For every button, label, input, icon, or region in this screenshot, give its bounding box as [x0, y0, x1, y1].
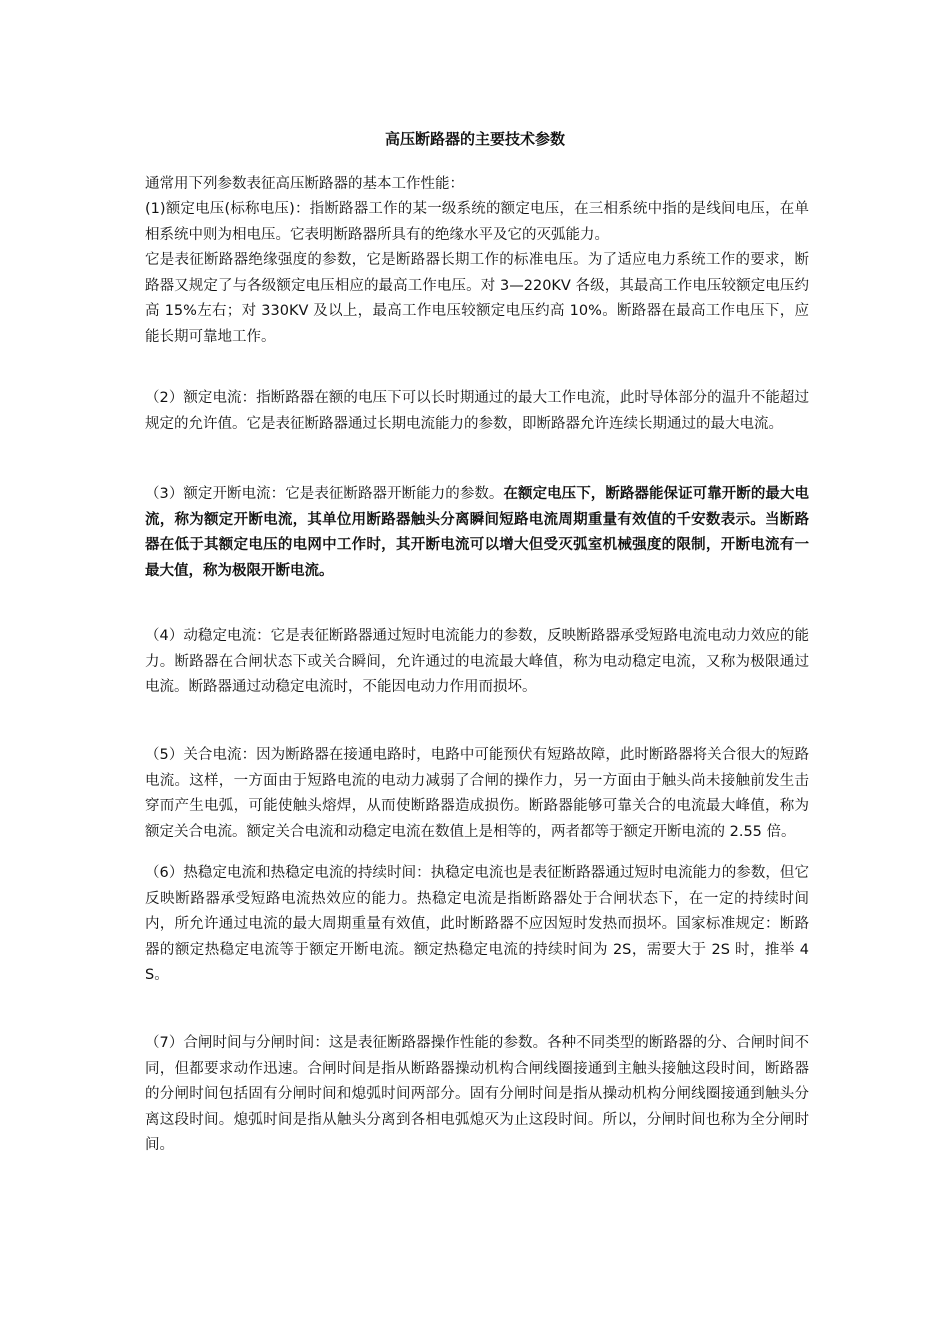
dynamic-stable-current-paragraph: （4）动稳定电流：它是表征断路器通过短时电流能力的参数，反映断路器承受短路电流电动力效应的能力。断路器在合闸状态下或关合瞬间，允许通过的电流最大峰值，称为电动稳定电流，又称为极限通过电流。断路器通过动稳定电流时，不能因电动力作用而损坏。 — [145, 628, 809, 695]
rated-breaking-current-paragraph — [145, 482, 809, 584]
making-current-paragraph: （5）关合电流：因为断路器在接通电路时，电路中可能预伏有短路故障，此时断路器将关合很大的短路电流。这样，一方面由于短路电流的电动力减弱了合闸的操作力，另一方面由于触头尚未接触前发生击穿而产生电弧，可能使触头熔焊，从而使断路器造成损伤。断路器能够可靠关合的电流最大峰值，称为额定关合电流。额定关合电流和动稳定电流在数值上是相等的，两者都等于额定开断电流的 2.55 倍。 — [145, 747, 809, 840]
thermal-stable-current-paragraph: （6）热稳定电流和热稳定电流的持续时间：执稳定电流也是表征断路器通过短时电流能力的参数，但它反映断路器承受短路电流热效应的能力。热稳定电流是指断路器处于合闸状态下，在一定的持续时间内，所允许通过电流的最大周期重量有效值，此时断路器不应因短时发热而损坏。国家标准规定：断路器的额定热稳定电流等于额定开断电流。额定热稳定电流的持续时间为 2S，需要大于 2S 时，推举 4S。 — [145, 865, 809, 983]
rated-current-paragraph: （2）额定电流：指断路器在额的电压下可以长时期通过的最大工作电流，此时导体部分的温升不能超过规定的允许值。它是表征断路器通过长期电流能力的参数，即断路器允许连续长期通过的最大电流。 — [145, 390, 809, 432]
rated-voltage-paragraph: (1)额定电压(标称电压)：指断路器工作的某一级系统的额定电压，在三相系统中指的是线间电压，在单相系统中则为相电压。它表明断路器所具有的绝缘水平及它的灭弧能力。 — [145, 201, 809, 243]
intro-paragraph: 通常用下列参数表征高压断路器的基本工作性能： — [145, 176, 464, 192]
document-title: 高压断路器的主要技术参数 — [384, 130, 565, 148]
rated-voltage-detail-paragraph: 它是表征断路器绝缘强度的参数，它是断路器长期工作的标准电压。为了适应电力系统工作的要求，断路器又规定了与各级额定电压相应的最高工作电压。对 3—220KV 各级，其最高工作电压较额定电压约高 15%左右；对 330KV 及以上，最高工作电压较额定电压约高 10%。断路器在最高工作电压下，应能长期可靠地工作。 — [145, 252, 809, 345]
closing-opening-time-paragraph: （7）合闸时间与分闸时间：这是表征断路器操作性能的参数。各种不同类型的断路器的分、合闸时间不同，但都要求动作迅速。合闸时间是指从断路器操动机构合闸线圈接通到主触头接触这段时间，断路器的分闸时间包括固有分闸时间和熄弧时间两部分。固有分闸时间是指从操动机构分闸线圈接通到触头分离这段时间。熄弧时间是指从触头分离到各相电弧熄灭为止这段时间。所以，分闸时间也称为全分闸时间。 — [145, 1035, 809, 1153]
breaking-current-definition: 在额定电压下，断路器能保证可靠开断的最大电流，称为额定开断电流，其单位用断路器触头分离瞬间短路电流周期重量有效值的千安数表示。当断路器在低于其额定电压的电网中工作时，其开断电流可以增大但受灭弧室机械强度的限制，开断电流有一最大值，称为极限开断电流。 — [145, 486, 809, 579]
breaking-current-intro: （3）额定开断电流：它是表征断路器开断能力的参数。 — [145, 486, 504, 502]
